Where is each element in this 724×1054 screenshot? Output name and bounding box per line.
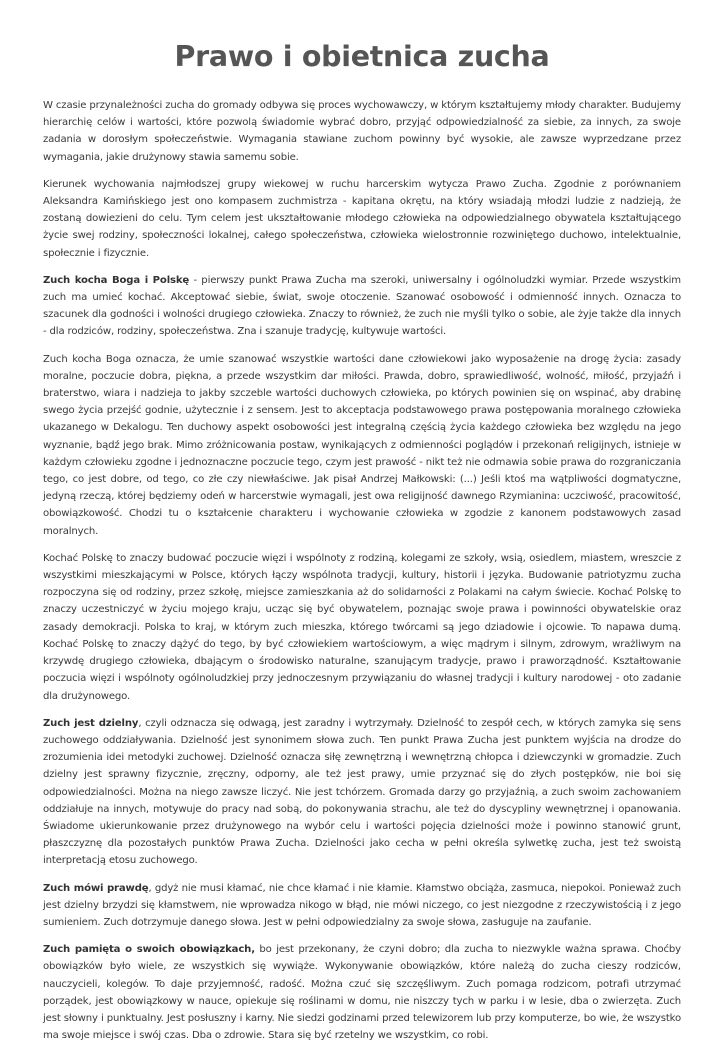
law-point-heading: Zuch mówi prawdę bbox=[43, 882, 149, 894]
paragraph bbox=[43, 176, 681, 262]
paragraph-law-point-2 bbox=[43, 715, 681, 870]
paragraph-law-point-3 bbox=[43, 880, 681, 932]
paragraph-text: W czasie przynależności zucha do gromady odbywa się proces wychowawczy, w którym kształtujemy młody charakter. Budujemy hierarchię celów i wartości, które pozwolą świadomie wybrać dobro, przyjąć odpowiedzialność za siebie, za innych, za swoje zadania w dorosłym społeczeństwie. Wymagania stawiane zuchom powinny być wysokie, ale zawsze wyprzedzane przez wymagania, jakie drużynowy stawia samemu sobie. bbox=[43, 100, 681, 163]
paragraph bbox=[43, 97, 681, 166]
paragraph-text: Kochać Polskę to znaczy budować poczucie więzi i wspólnoty z rodziną, kolegami ze szkoły, wsią, osiedlem, miastem, wreszcie z wszystkimi mieszkającymi w Polsce, których łączy wspólnota tradycji, kultury, historii i języka. Budowanie patriotyzmu zucha rozpoczyna się od rodziny, przez szkołę, miejsce zamieszkania aż do solidarności z Polakami na całym świecie. Kochać Polskę to znaczy uczestniczyć w życiu mojego kraju, ucząc się być obywatelem, poznając swoje prawa i powinności obywatelskie oraz zasady demokracji. Polska to kraj, w którym zuch mieszka, którego twórcami są jego dziadowie i ojcowie. To napawa dumą. Kochać Polskę to znaczy dążyć do tego, by być człowiekiem wartościowym, a więc mądrym i silnym, zdrowym, wrażliwym na krzywdę drugiego człowieka, dbającym o środowisko naturalne, szanującym tradycje, prawo i praworządność. Kształtowanie poczucia więzi i wspólnoty ogólnoludzkiej przy jednoczesnym przywiązaniu do własnej tradycji i kultury narodowej - oto zadanie dla drużynowego. bbox=[43, 552, 681, 702]
page-title: Prawo i obietnica zucha bbox=[174, 40, 550, 73]
paragraph bbox=[43, 351, 681, 540]
paragraph-law-point-1 bbox=[43, 272, 681, 341]
paragraph-law-point-4 bbox=[43, 941, 681, 1044]
paragraph-text: bo jest przekonany, że czyni dobro; dla zucha to niezwykle ważna sprawa. Choćby obowiązków było wiele, ze wszystkich się wywiąże. Wykonywanie obowiązków, które należą do zucha cieszy rodziców, nauczycieli, kolegów. To daje przyjemność, radość. Można czuć się szczęśliwym. Zuch pomaga rodzicom, potrafi utrzymać porządek, jest obowiązkowy w nauce, opiekuje się roślinami w domu, nie niszczy tych w parku i w lesie, dba o zwierzęta. Zuch jest słowny i punktualny. Jest posłuszny i karny. Nie siedzi godzinami przed telewizorem lub przy komputerze, bo wie, że wszystko ma swoje miejsce i swój czas. Dba o zdrowie. Stara się być rzetelny we wszystkim, co robi. bbox=[43, 944, 681, 1042]
paragraph-text: Zuch kocha Boga oznacza, że umie szanować wszystkie wartości dane człowiekowi jako wyposażenie na drogę życia: zasady moralne, poczucie dobra, piękna, a przede wszystkim dar miłości. Prawda, dobro, sprawiedliwość, wolność, miłość, przyjaźń i braterstwo, wiara i nadzieja to jakby szczeble wartości duchowych człowieka, po których powinien się on wspinać, aby drabinę swego życia przejść godnie, użytecznie i z sensem. Jest to akceptacja podstawowego prawa postępowania moralnego człowieka ukazanego w Dekalogu. Ten duchowy aspekt osobowości jest integralną częścią życia każdego człowieka bez względu na jego wyznanie, bądź jego brak. Mimo zróżnicowania postaw, wynikających z odmienności poglądów i przekonań religijnych, istnieje w każdym człowieku zgodne i jednoznaczne poczucie tego, czym jest prawość - nikt też nie odmawia sobie prawa do rozgraniczania tego, co jest dobre, od tego, co złe czy niewłaściwe. Jak pisał Andrzej Małkowski: (...) Jeśli ktoś ma wątpliwości dogmatyczne, jedyną rzeczą, której będziemy odeń w harcerstwie wymagali, jest owa religijność dawnego Rzymianina: uczciwość, pracowitość, obowiązkowość. Chodzi tu o kształcenie charakteru i wychowanie człowieka w zgodzie z kanonem podstawowych zasad moralnych. bbox=[43, 353, 681, 537]
law-point-heading: Zuch pamięta o swoich obowiązkach, bbox=[43, 944, 255, 956]
paragraph-text: , czyli odznacza się odwagą, jest zaradny i wytrzymały. Dzielność to zespół cech, w których zamyka się sens zuchowego oddziaływania. Dzielność jest synonimem słowa zuch. Ten punkt Prawa Zucha jest punktem wyjścia na drodze do zrozumienia idei metodyki zuchowej. Dzielność oznacza siłę zewnętrzną i wewnętrzną chłopca i dziewczynki w gromadzie. Zuch dzielny jest sprawny fizycznie, zręczny, odporny, ale też jest prawy, umie przyznać się do złych postępków, nie boi się odpowiedzialności. Można na niego zawsze liczyć. Nie jest tchórzem. Gromada darzy go przyjaźnią, a zuch swoim zachowaniem oddziałuje na innych, motywuje do pracy nad sobą, do pokonywania strachu, ale też do dyscypliny wewnętrznej i opanowania. Świadome ukierunkowanie przez drużynowego na wybór celu i wartości pojęcia dzielności może i powinno stanowić grunt, płaszczyznę dla pozostałych punktów Prawa Zucha. Dzielności jako cecha w pełni określa sylwetkę zucha, jest też swoistą interpretacją etosu zuchowego. bbox=[43, 717, 681, 867]
law-point-heading: Zuch jest dzielny bbox=[43, 717, 139, 729]
paragraph-text: Kierunek wychowania najmłodszej grupy wiekowej w ruchu harcerskim wytycza Prawo Zucha. Zgodnie z porównaniem Aleksandra Kamińskiego jest ono kompasem zuchmistrza - kapitana okrętu, na który wsiadają młodzi ludzie z nadzieją, że zostaną dowiezieni do celu. Tym celem jest ukształtowanie młodego człowieka na odpowiedzialnego obywatela kształtującego życie swej rodziny, społeczności lokalnej, całego społeczeństwa, człowieka wielostronnie rozwiniętego duchowo, intelektualnie, społecznie i fizycznie. bbox=[43, 178, 681, 259]
paragraph bbox=[43, 550, 681, 705]
paragraph-text: , gdyż nie musi kłamać, nie chce kłamać i nie kłamie. Kłamstwo obciąża, zasmuca, niepokoi. Ponieważ zuch jest dzielny brzydzi się kłamstwem, nie wprowadza nikogo w błąd, nie mówi niczego, co jest niezgodne z rzeczywistością i z jego sumieniem. Zuch dotrzymuje danego słowa. Jest w pełni odpowiedzialny za swoje słowa, zasługuje na zaufanie. bbox=[43, 882, 681, 928]
law-point-heading: Zuch kocha Boga i Polskę bbox=[43, 274, 190, 286]
document-page bbox=[43, 40, 681, 1054]
paragraph-text: - pierwszy punkt Prawa Zucha ma szeroki, uniwersalny i ogólnoludzki wymiar. Przede wszystkim zuch ma umieć kochać. Akceptować siebie, świat, swoje otoczenie. Szanować osobowość i odmienność innych. Oznacza to szacunek dla godności i wolności drugiego człowieka. Znaczy to również, że zuch nie myśli tylko o sobie, ale żyje także dla innych - dla rodziców, rodziny, społeczeństwa. Zna i szanuje tradycję, kultywuje wartości. bbox=[43, 274, 681, 338]
